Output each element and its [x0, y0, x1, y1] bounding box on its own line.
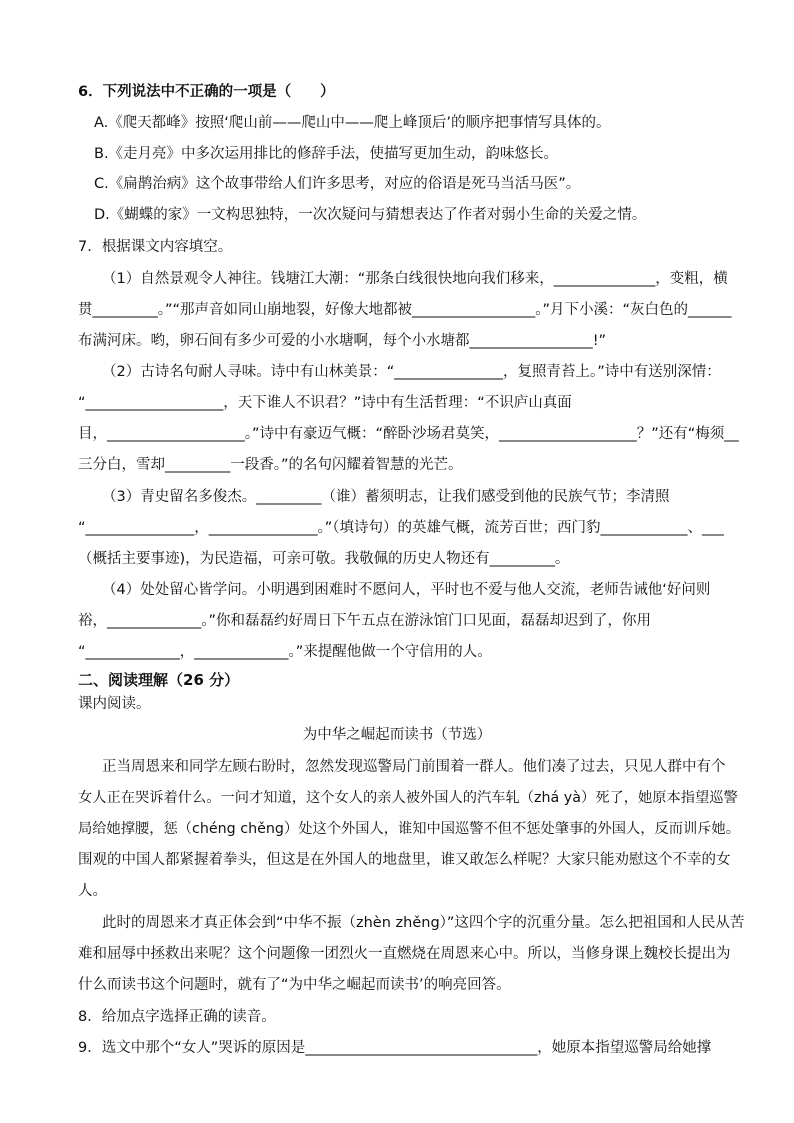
passage-paragraph-1-line3: 局给她撑腰，惩（chéng chěng）处这个外国人，谁知中国巡警不但不惩处肇事的外国人，反而训斥她。 [78, 821, 740, 837]
question-6-option-d: D.《蝴蝶的家》一文构思独特，一次次疑问与猜想表达了作者对弱小生命的关爱之情。 [94, 207, 647, 223]
section-2-heading: 二、阅读理解（26 分） [78, 671, 240, 689]
passage-paragraph-2-line2: 难和屈辱中拯救出来呢？这个问题像一团烈火一直燃烧在周恩来心中。所以，当修身课上魏校长提出为 [78, 946, 731, 962]
question-7-part4-line3: “_____________，_____________。”来提醒他做一个守信用的人。 [78, 644, 492, 660]
passage-paragraph-2-line1: 此时的周恩来才真正体会到“中华不振（zhèn zhěng）”这四个字的沉重分量。怎么把祖国和人民从苦 [102, 915, 745, 931]
question-7-part2-line1: （2）古诗名句耐人寻味。诗中有山林美景：“_______________，复照青苔上。”诗中有送别深情： [102, 364, 721, 380]
question-7-part2-line4: 三分白，雪却_________一段香。”的名句闪耀着智慧的光芒。 [78, 457, 463, 473]
question-7-part1-line1: （1）自然景观令人神往。钱塘江大潮：“那条白线很快地向我们移来，______________，变粗，横 [102, 271, 728, 287]
passage-paragraph-1-line1: 正当周恩来和同学左顾右盼时，忽然发现巡警局门前围着一群人。他们凑了过去，只见人群中有个 [102, 759, 726, 775]
question-7-part2-line2: “___________________，天下谁人不识君？”诗中有生活哲理：“不识庐山真面 [78, 395, 572, 411]
question-7-part3-line2: “_______________，_______________。”（填诗句）的英雄气概，流芳百世；西门豹____________、___ [78, 520, 724, 536]
passage-paragraph-1-line2: 女人正在哭诉着什么。一问才知道，这个女人的亲人被外国人的汽车轧（zhá yà）死了，她原本指望巡警 [78, 790, 738, 806]
question-7-part3-line1: （3）青史留名多俊杰。_________（谁）蓄须明志，让我们感受到他的民族气节；李清照 [102, 489, 670, 505]
question-6-stem: 6．下列说法中不正确的一项是（ ） [78, 84, 335, 100]
passage-paragraph-1-line5: 人。 [78, 883, 107, 899]
question-7-stem: 7．根据课文内容填空。 [78, 239, 233, 255]
question-7-part4-line1: （4）处处留心皆学问。小明遇到困难时不愿问人，平时也不爱与他人交流，老师告诫他‘好问则 [102, 582, 711, 598]
question-6-option-c: C.《扁鹊治病》这个故事带给人们许多思考，对应的俗语是死马当活马医”。 [94, 176, 581, 192]
question-7-part2-line3: 目，___________________。”诗中有豪迈气概：“醉卧沙场君莫笑，___________________？”还有“梅须__ [78, 426, 739, 442]
question-8: 8．给加点字选择正确的读音。 [78, 1009, 276, 1025]
passage-paragraph-1-line4: 围观的中国人都紧握着拳头，但这是在外国人的地盘里，谁又敢怎么样呢？大家只能劝慰这个不幸的女 [78, 852, 731, 868]
question-6-option-a: A.《爬天都峰》按照‘爬山前——爬山中——爬上峰顶后’的顺序把事情写具体的。 [94, 115, 611, 131]
question-7-part4-line2: 裕，_____________。”你和磊磊约好周日下午五点在游泳馆门口见面，磊磊却迟到了，你用 [78, 613, 652, 629]
question-7-part1-line3: 布满河床。哟，卵石间有多少可爱的小水塘啊，每个小水塘都_________________!” [78, 333, 607, 349]
question-6-option-b: B.《走月亮》中多次运用排比的修辞手法，使描写更加生动，韵味悠长。 [94, 146, 559, 162]
question-9: 9．选文中那个“女人”哭诉的原因是________________________________，她原本指望巡警局给她撑 [78, 1040, 712, 1056]
question-7-part3-line3: （概括主要事迹)，为民造福，可亲可敬。我敬佩的历史人物还有_________。 [78, 551, 570, 567]
passage-paragraph-2-line3: 什么而读书这个问题时，就有了“为中华之崛起而读书’的响亮回答。 [78, 977, 511, 993]
passage-title: 为中华之崛起而读书（节选） [302, 727, 492, 743]
question-7-part1-line2: 贯_________。”“那声音如同山崩地裂，好像大地都被_________________。”月下小溪：“灰白色的______ [78, 302, 732, 318]
section-2-subheading: 课内阅读。 [78, 696, 151, 712]
